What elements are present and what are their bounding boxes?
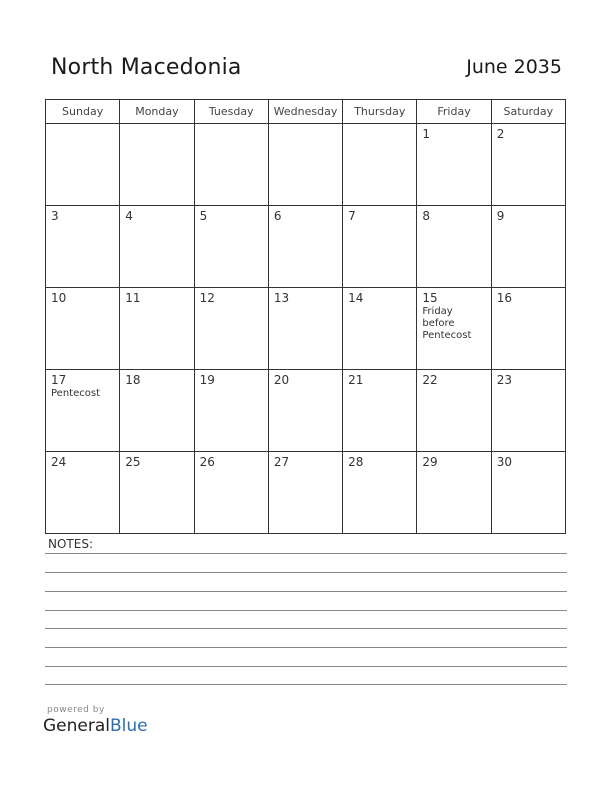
week-row xyxy=(46,452,566,534)
week-row xyxy=(46,370,566,452)
day-cell xyxy=(120,370,194,452)
week-row xyxy=(46,288,566,370)
day-number: 1 xyxy=(422,127,431,141)
day-number: 18 xyxy=(125,373,141,387)
day-number: 2 xyxy=(496,127,505,141)
day-cell xyxy=(268,206,342,288)
day-number: 9 xyxy=(496,209,505,223)
day-cell xyxy=(268,370,342,452)
day-number: 16 xyxy=(496,291,512,305)
day-cell xyxy=(417,452,491,534)
day-cell xyxy=(46,288,120,370)
day-number: 19 xyxy=(199,373,215,387)
notes-line xyxy=(45,647,567,648)
weekday-header-row xyxy=(46,100,566,124)
day-cell xyxy=(120,288,194,370)
day-cell xyxy=(417,206,491,288)
day-cell xyxy=(417,370,491,452)
day-cell xyxy=(491,370,565,452)
generalblue-logo xyxy=(43,716,148,736)
notes-line xyxy=(45,628,567,629)
day-cell xyxy=(120,452,194,534)
calendar-month-year: June 2035 xyxy=(466,56,562,78)
day-cell xyxy=(343,370,417,452)
day-cell xyxy=(268,288,342,370)
day-cell xyxy=(268,124,342,206)
day-number: 28 xyxy=(348,455,364,469)
day-cell xyxy=(194,288,268,370)
day-cell xyxy=(417,124,491,206)
day-cell xyxy=(46,206,120,288)
notes-line xyxy=(45,591,567,592)
day-cell xyxy=(194,452,268,534)
day-number: 24 xyxy=(51,455,67,469)
day-cell xyxy=(268,452,342,534)
day-cell xyxy=(491,288,565,370)
day-number: 7 xyxy=(348,209,356,223)
day-number: 4 xyxy=(125,209,133,223)
powered-by-text: powered by xyxy=(47,705,105,715)
notes-line xyxy=(45,572,567,573)
weekday-sunday: Sunday xyxy=(46,100,120,124)
holiday-label: Pentecost xyxy=(51,388,100,399)
day-cell xyxy=(194,124,268,206)
day-number: 12 xyxy=(199,291,215,305)
day-cell xyxy=(491,124,565,206)
notes-line xyxy=(45,666,567,667)
day-number: 27 xyxy=(273,455,290,469)
day-number: 15 xyxy=(422,291,438,305)
calendar-grid xyxy=(45,99,566,534)
weekday-friday: Friday xyxy=(417,100,491,124)
day-number: 26 xyxy=(199,455,215,469)
notes-line xyxy=(45,553,567,554)
day-number: 13 xyxy=(273,291,290,305)
day-cell xyxy=(46,370,120,452)
week-row xyxy=(46,124,566,206)
calendar-country-title: North Macedonia xyxy=(51,55,242,80)
week-row xyxy=(46,206,566,288)
day-cell xyxy=(491,452,565,534)
day-cell xyxy=(120,124,194,206)
weekday-monday: Monday xyxy=(120,100,194,124)
day-cell xyxy=(417,288,491,370)
day-number: 23 xyxy=(496,373,512,387)
day-number: 29 xyxy=(422,455,438,469)
day-cell xyxy=(194,206,268,288)
day-number: 14 xyxy=(348,291,364,305)
notes-line xyxy=(45,610,567,611)
weekday-wednesday: Wednesday xyxy=(268,100,342,124)
day-cell xyxy=(46,124,120,206)
weekday-tuesday: Tuesday xyxy=(194,100,268,124)
day-cell xyxy=(343,206,417,288)
weekday-saturday: Saturday xyxy=(491,100,565,124)
logo-general: General xyxy=(43,716,110,736)
day-cell xyxy=(46,452,120,534)
day-cell xyxy=(194,370,268,452)
day-number: 5 xyxy=(199,209,208,223)
notes-label: NOTES: xyxy=(48,537,93,551)
day-number: 3 xyxy=(51,209,59,223)
day-cell xyxy=(343,288,417,370)
weekday-thursday: Thursday xyxy=(343,100,417,124)
day-number: 30 xyxy=(496,455,512,469)
logo-blue: Blue xyxy=(110,716,148,736)
day-number: 17 xyxy=(51,373,67,387)
day-number: 22 xyxy=(422,373,438,387)
day-number: 25 xyxy=(125,455,141,469)
day-number: 6 xyxy=(273,209,282,223)
holiday-label: Friday before Pentecost xyxy=(422,306,472,341)
notes-line xyxy=(45,684,567,685)
day-number: 11 xyxy=(125,291,141,305)
day-cell xyxy=(343,124,417,206)
day-number: 20 xyxy=(273,373,290,387)
day-number: 10 xyxy=(51,291,67,305)
day-number: 8 xyxy=(422,209,431,223)
day-cell xyxy=(120,206,194,288)
day-cell xyxy=(343,452,417,534)
day-cell xyxy=(491,206,565,288)
day-number: 21 xyxy=(348,373,364,387)
